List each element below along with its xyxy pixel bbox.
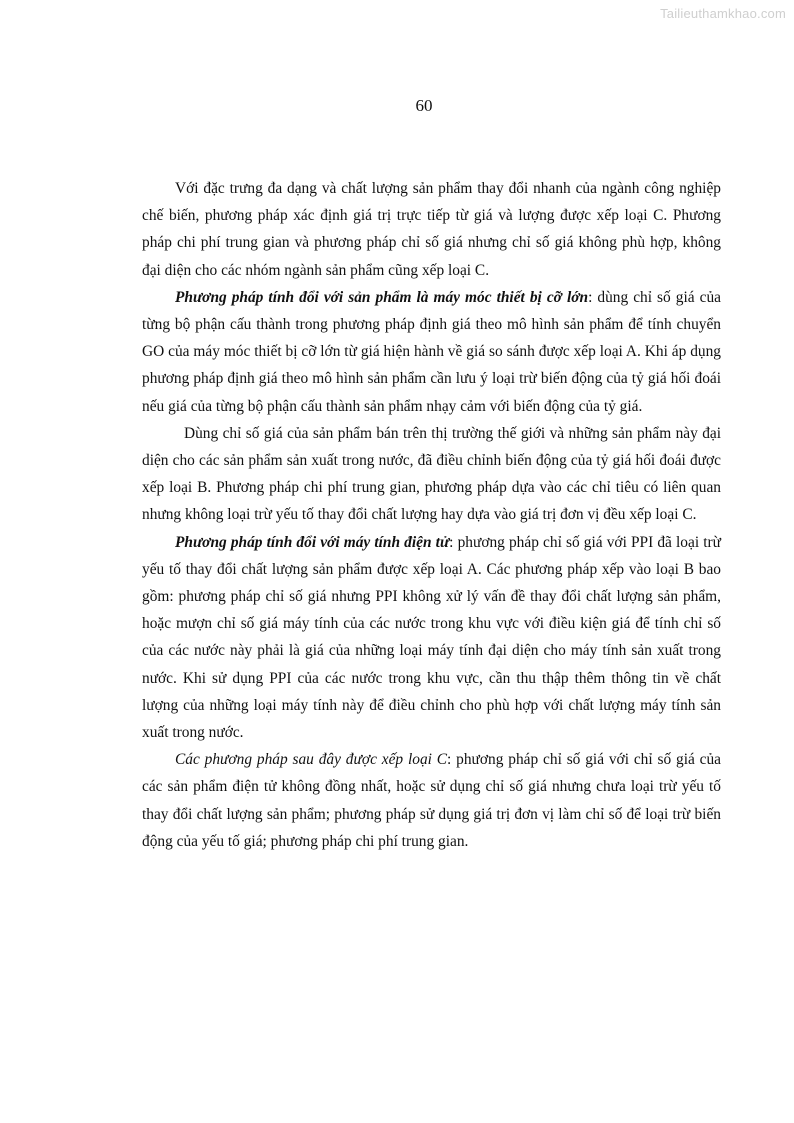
paragraph-computers [142, 529, 721, 747]
paragraph-lead-heading: Phương pháp tính đổi với máy tính điện tử [175, 533, 450, 551]
paragraph-text: : phương pháp chỉ số giá với PPI đã loại trừ yếu tố thay đổi chất lượng sản phẩm được xếp loại A. Các phương pháp xếp vào loại B bao gồm: phương pháp chỉ số giá nhưng PPI không xử lý vấn đề thay đổi chất lượng sản phẩm, hoặc mượn chỉ số giá máy tính của các nước trong khu vực với điều kiện giá để tính chỉ số của các nước này phải là giá của những loại máy tính đại diện cho máy tính sản xuất trong nước. Khi sử dụng PPI của các nước trong khu vực, cần thu thập thêm thông tin về chất lượng của những loại máy tính này để điều chỉnh cho phù hợp với chất lượng máy tính sản xuất trong nước. [142, 533, 721, 742]
page-number: 60 [415, 96, 433, 115]
paragraph-text: : dùng chỉ số giá của từng bộ phận cấu thành trong phương pháp định giá theo mô hình sản phẩm để tính chuyển GO của máy móc thiết bị cỡ lớn từ giá hiện hành về giá so sánh được xếp loại A. Khi áp dụng phương pháp định giá theo mô hình sản phẩm cần lưu ý loại trừ biến động của tỷ giá hối đoái nếu giá của từng bộ phận cấu thành sản phẩm nhạy cảm với biến động của tỷ giá. [142, 288, 721, 415]
paragraph-class-c-methods [142, 746, 721, 855]
paragraph-processing-industry [142, 175, 721, 284]
paragraph-text: Với đặc trưng đa dạng và chất lượng sản phẩm thay đổi nhanh của ngành công nghiệp chế biến, phương pháp xác định giá trị trực tiếp từ giá và lượng được xếp loại C. Phương pháp chi phí trung gian và phương pháp chỉ số giá nhưng chỉ số giá không phù hợp, không đại diện cho các nhóm ngành sản phẩm cũng xếp loại C. [142, 180, 721, 279]
document-body [142, 175, 721, 855]
paragraph-text: Dùng chỉ số giá của sản phẩm bán trên thị trường thế giới và những sản phẩm này đại diện cho các sản phẩm sản xuất trong nước, đã điều chỉnh biến động của tỷ giá hối đoái được xếp loại B. Phương pháp chi phí trung gian, phương pháp dựa vào các chỉ tiêu có liên quan nhưng không loại trừ yếu tố thay đổi chất lượng hay dựa vào giá trị đơn vị đều xếp loại C. [142, 424, 721, 524]
site-watermark: Tailieuthamkhao.com [660, 6, 786, 21]
paragraph-lead-heading: Phương pháp tính đổi với sản phẩm là máy móc thiết bị cỡ lớn [175, 288, 589, 306]
paragraph-large-machinery [142, 284, 721, 420]
paragraph-text: : phương pháp chỉ số giá với chỉ số giá của các sản phẩm điện tử không đồng nhất, hoặc sử dụng chỉ số giá nhưng chưa loại trừ yếu tố thay đổi chất lượng sản phẩm; phương pháp sử dụng giá trị đơn vị làm chỉ số để loại trừ biến động của yếu tố giá; phương pháp chi phí trung gian. [142, 751, 722, 850]
paragraph-lead-heading: Các phương pháp sau đây được xếp loại C [175, 751, 448, 769]
paragraph-world-market-prices [142, 420, 721, 529]
